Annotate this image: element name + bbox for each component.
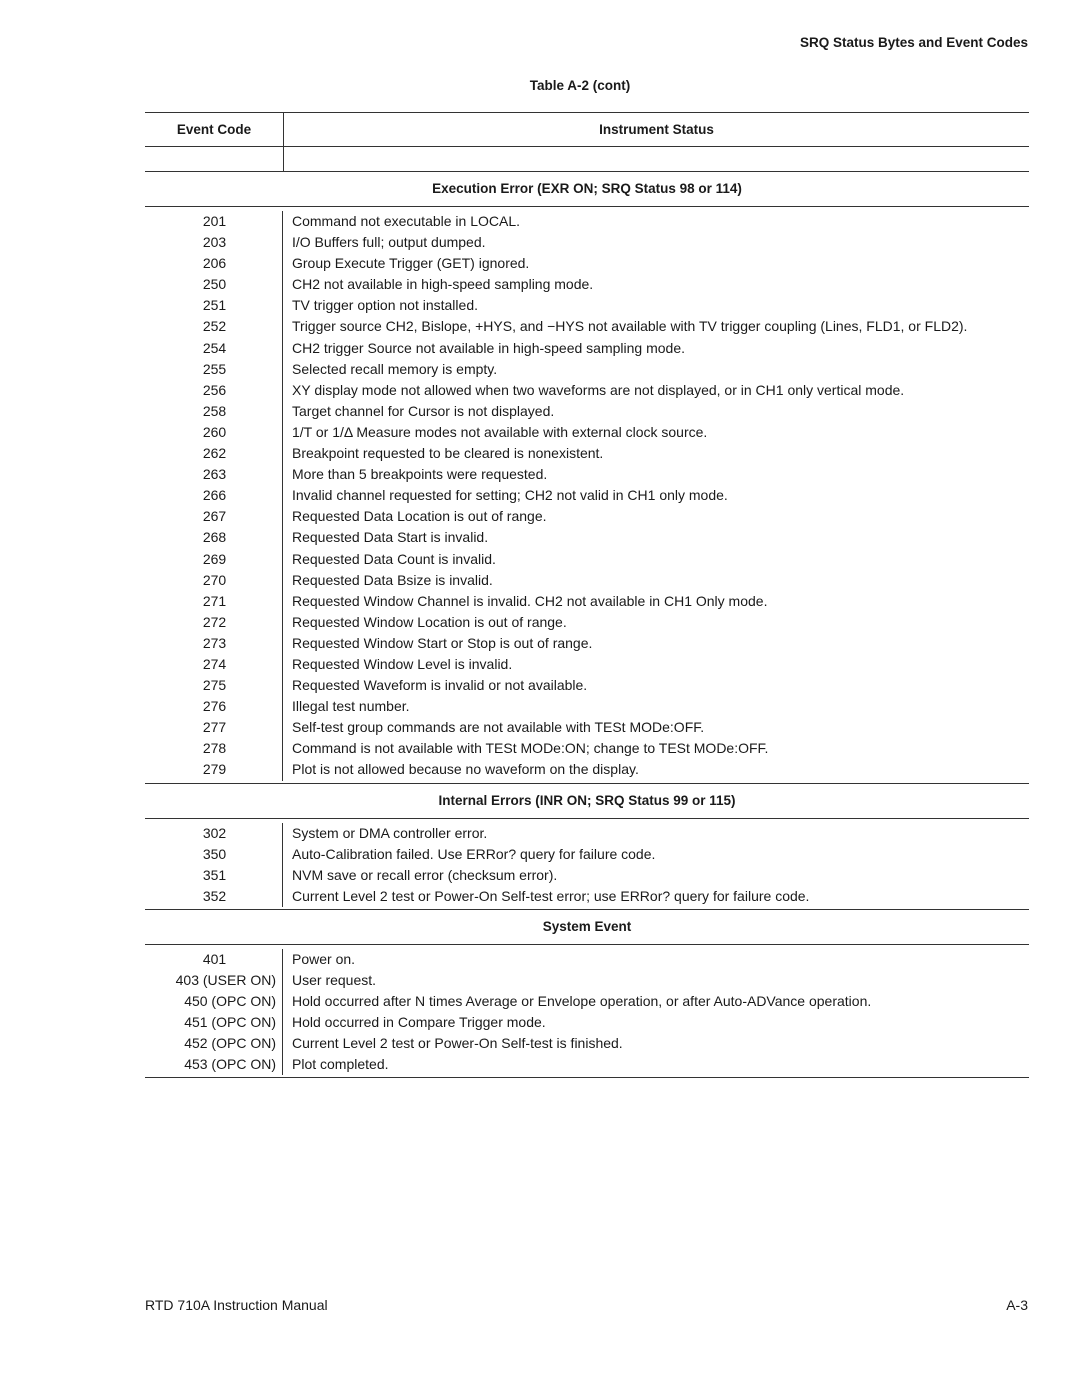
instrument-status: I/O Buffers full; output dumped.	[292, 234, 486, 251]
table-row	[145, 527, 1029, 548]
table-row	[145, 338, 1029, 359]
instrument-status: Target channel for Cursor is not displayed.	[292, 402, 555, 419]
event-code: 268	[145, 527, 283, 548]
instrument-status: Hold occurred in Compare Trigger mode.	[292, 1014, 546, 1031]
table-row	[145, 865, 1029, 886]
instrument-status: Invalid channel requested for setting; CH2 not valid in CH1 only mode.	[292, 487, 728, 504]
event-code: 206	[145, 253, 283, 274]
instrument-status: User request.	[292, 972, 377, 988]
event-code: 203	[145, 232, 283, 253]
instrument-status: Requested Data Bsize is invalid.	[292, 571, 493, 588]
event-code: 258	[145, 401, 283, 422]
instrument-status: CH2 not available in high-speed sampling mode.	[292, 276, 594, 293]
table-row	[145, 1012, 1029, 1033]
event-code: 277	[145, 717, 283, 738]
instrument-status: Group Execute Trigger (GET) ignored.	[292, 255, 530, 272]
event-code: 271	[145, 591, 283, 612]
table-row	[145, 506, 1029, 527]
table-row	[145, 1054, 1029, 1075]
instrument-status: Requested Data Location is out of range.	[292, 508, 547, 525]
table-header	[145, 113, 1029, 146]
table-row	[145, 485, 1029, 506]
table-sections	[145, 172, 1029, 1078]
event-code: 251	[145, 295, 283, 316]
table-row	[145, 991, 1029, 1012]
section-end-rule	[145, 1077, 1029, 1078]
table-row	[145, 759, 1029, 780]
table-row	[145, 570, 1029, 591]
section-title: System Event	[542, 918, 632, 934]
instrument-status: Requested Window Start or Stop is out of range.	[292, 634, 593, 651]
instrument-status: Requested Window Channel is invalid. CH2 not available in CH1 Only mode.	[292, 592, 768, 609]
event-code: 263	[145, 464, 283, 485]
event-code: 352	[145, 886, 283, 907]
event-code-table	[145, 112, 1029, 1078]
section-title: Internal Errors (INR ON; SRQ Status 99 or 115)	[438, 792, 736, 808]
table-row	[145, 422, 1029, 443]
instrument-status: Current Level 2 test or Power-On Self-test error; use ERRor? query for failure code.	[292, 887, 810, 904]
instrument-status: Current Level 2 test or Power-On Self-test is finished.	[292, 1035, 623, 1052]
table-row	[145, 633, 1029, 654]
instrument-status: NVM save or recall error (checksum error).	[292, 866, 558, 883]
instrument-status: Power on.	[292, 950, 356, 967]
column-header-event-code: Event Code	[145, 113, 284, 146]
event-code: 401	[145, 949, 283, 970]
instrument-status: Auto-Calibration failed. Use ERRor? query for failure code.	[292, 845, 656, 862]
table-row	[145, 232, 1029, 253]
event-code: 275	[145, 675, 283, 696]
event-code: 452 (OPC ON)	[145, 1033, 283, 1054]
event-code: 255	[145, 359, 283, 380]
instrument-status: Breakpoint requested to be cleared is nonexistent.	[292, 445, 604, 462]
event-code: 256	[145, 380, 283, 401]
event-code: 260	[145, 422, 283, 443]
table-row	[145, 359, 1029, 380]
instrument-status: More than 5 breakpoints were requested.	[292, 466, 548, 483]
event-code: 351	[145, 865, 283, 886]
event-code: 274	[145, 654, 283, 675]
table-row	[145, 675, 1029, 696]
instrument-status: XY display mode not allowed when two waveforms are not displayed, or in CH1 only vertical mode.	[292, 381, 905, 398]
table-row	[145, 886, 1029, 907]
instrument-status: Requested Waveform is invalid or not available.	[292, 677, 588, 694]
instrument-status: Trigger source CH2, Bislope, +HYS, and −HYS not available with TV trigger coupling (Lines, FLD1, or FLD2).	[292, 318, 968, 335]
instrument-status: 1/T or 1/Δ Measure modes not available with external clock source.	[292, 423, 708, 440]
table-row	[145, 823, 1029, 844]
table-row	[145, 464, 1029, 485]
instrument-status: Requested Window Level is invalid.	[292, 655, 513, 672]
instrument-status: Requested Window Location is out of range.	[292, 613, 567, 630]
table-row	[145, 612, 1029, 633]
event-code: 269	[145, 549, 283, 570]
event-code: 252	[145, 316, 283, 337]
event-code: 272	[145, 612, 283, 633]
instrument-status: Plot is not allowed because no waveform on the display.	[292, 761, 639, 778]
table-row	[145, 253, 1029, 274]
section-rows	[145, 207, 1029, 783]
instrument-status: CH2 trigger Source not available in high-speed sampling mode.	[292, 339, 685, 356]
event-code: 279	[145, 759, 283, 780]
instrument-status: System or DMA controller error.	[292, 824, 488, 841]
event-code: 266	[145, 485, 283, 506]
table-row	[145, 949, 1029, 970]
event-code: 453 (OPC ON)	[145, 1054, 283, 1075]
table-row	[145, 211, 1029, 232]
event-code: 273	[145, 633, 283, 654]
table-row	[145, 591, 1029, 612]
event-code: 276	[145, 696, 283, 717]
table-row	[145, 738, 1029, 759]
event-code: 254	[145, 338, 283, 359]
table-row	[145, 1033, 1029, 1054]
table-row	[145, 295, 1029, 316]
instrument-status: Illegal test number.	[292, 698, 410, 715]
instrument-status: Self-test group commands are not available with TESt MODe:OFF.	[292, 719, 705, 736]
table-row	[145, 696, 1029, 717]
table-title: Table A-2 (cont)	[529, 78, 631, 93]
instrument-status: Command is not available with TESt MODe:ON; change to TESt MODe:OFF.	[292, 740, 769, 757]
event-code: 403 (USER ON)	[145, 970, 283, 991]
instrument-status: Requested Data Count is invalid.	[292, 550, 496, 567]
running-head: SRQ Status Bytes and Event Codes	[799, 35, 1028, 50]
event-code: 250	[145, 274, 283, 295]
event-code: 350	[145, 844, 283, 865]
table-row	[145, 970, 1029, 991]
event-code: 302	[145, 823, 283, 844]
instrument-status: TV trigger option not installed.	[292, 297, 478, 314]
table-row	[145, 844, 1029, 865]
instrument-status: Hold occurred after N times Average or Envelope operation, or after Auto-ADVance operation.	[292, 993, 872, 1010]
table-row	[145, 401, 1029, 422]
event-code: 267	[145, 506, 283, 527]
section-rows	[145, 945, 1029, 1078]
instrument-status: Selected recall memory is empty.	[292, 360, 498, 377]
table-row	[145, 380, 1029, 401]
event-code: 262	[145, 443, 283, 464]
event-code: 278	[145, 738, 283, 759]
event-code: 201	[145, 211, 283, 232]
section-title: Execution Error (EXR ON; SRQ Status 98 or 114)	[432, 181, 742, 196]
table-row	[145, 316, 1029, 337]
event-code: 451 (OPC ON)	[145, 1012, 283, 1033]
table-row	[145, 654, 1029, 675]
section-rows	[145, 819, 1029, 909]
footer-manual-title: RTD 710A Instruction Manual	[145, 1297, 328, 1313]
table-row	[145, 549, 1029, 570]
table-row	[145, 274, 1029, 295]
instrument-status: Plot completed.	[292, 1056, 389, 1073]
event-code: 450 (OPC ON)	[145, 991, 283, 1012]
table-row	[145, 717, 1029, 738]
event-code: 270	[145, 570, 283, 591]
table-row	[145, 443, 1029, 464]
instrument-status: Command not executable in LOCAL.	[292, 213, 521, 229]
page-number: A-3	[1006, 1297, 1028, 1313]
column-header-instrument-status: Instrument Status	[599, 122, 714, 137]
instrument-status: Requested Data Start is invalid.	[292, 529, 489, 546]
